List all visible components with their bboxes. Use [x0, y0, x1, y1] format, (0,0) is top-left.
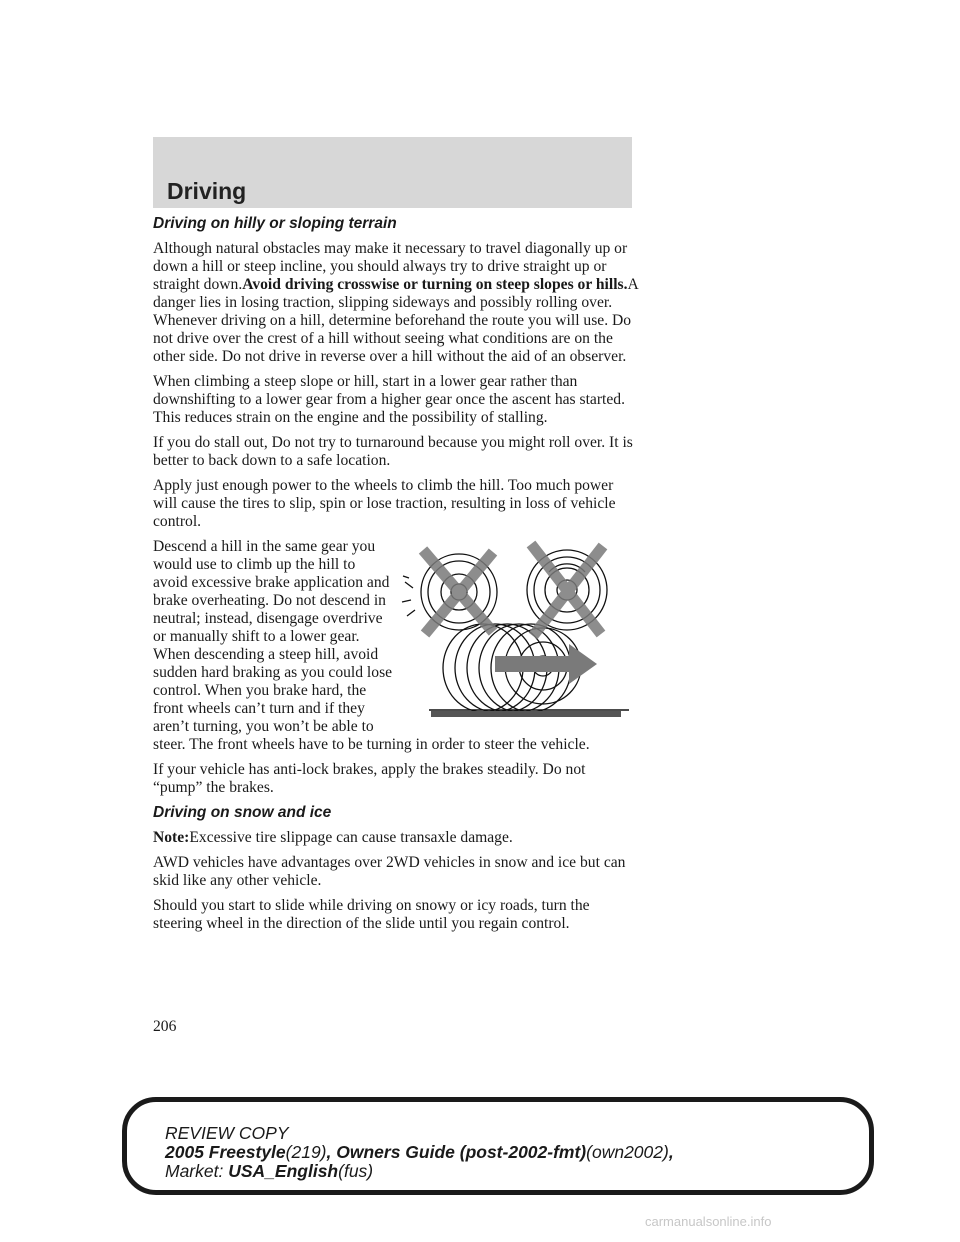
page-number: 206: [153, 1018, 177, 1035]
paragraph-awd: AWD vehicles have advantages over 2WD vehicles in snow and ice but can skid like any other vehicle.: [153, 854, 626, 889]
footer-model: 2005 Freestyle: [165, 1142, 286, 1162]
paragraph-text: Although natural obstacles may make it necessary to travel diagonally up or down a hill or steep incline, you should always try to drive straight up or straight down.: [153, 240, 628, 293]
footer-model-line: [165, 1143, 674, 1162]
ground: [431, 711, 621, 717]
warning-bold-text: Avoid driving crosswise or turning on steep slopes or hills.: [242, 276, 628, 293]
paragraph-slide: Should you start to slide while driving on snowy or icy roads, turn the steering wheel in the direction of the slide until you regain control.: [153, 897, 590, 932]
paragraph-anti-lock: If your vehicle has anti-lock brakes, apply the brakes steadily. Do not “pump” the brakes.: [153, 761, 586, 796]
subhead-hilly-terrain: Driving on hilly or sloping terrain: [153, 215, 397, 232]
section-title: Driving: [167, 178, 247, 204]
footer-model-code: (219): [285, 1142, 327, 1162]
paragraph-note: [153, 829, 638, 847]
footer-market-line: [165, 1162, 674, 1181]
note-text: Excessive tire slippage can cause transaxle damage.: [189, 829, 513, 846]
footer-text: [165, 1124, 674, 1181]
footer-guide: , Owners Guide (post-2002-fmt): [326, 1142, 587, 1162]
footer-market-label: Market:: [165, 1161, 224, 1181]
footer-comma: ,: [668, 1142, 674, 1162]
paragraph-power: Apply just enough power to the wheels to climb the hill. Too much power will cause the tires to slip, spin or lose traction, resulting in loss of vehicle control.: [153, 477, 616, 530]
footer-market: USA_English: [228, 1161, 339, 1181]
paragraph-text: A danger lies in losing traction, slipping sideways and possibly rolling over. Whenever driving on a hill, determine beforehand the route you will use. Do not drive over the crest of a hill without seeing what conditions are on the other side. Do not drive in reverse over a hill without the aid of an observer.: [153, 276, 638, 365]
note-label: Note:: [153, 829, 190, 846]
footer-review-copy: REVIEW COPY: [165, 1123, 289, 1143]
wheel-slip-illustration: [401, 540, 638, 726]
footer-guide-code: (own2002): [586, 1142, 669, 1162]
paragraph-climbing: When climbing a steep slope or hill, start in a lower gear rather than downshifting to a lower gear from a higher gear once the ascent has started. This reduces strain on the engine and the possibility of stalling.: [153, 373, 625, 426]
paragraph-stall: If you do stall out, Do not try to turnaround because you might roll over. It is better to back down to a safe location.: [153, 434, 633, 469]
paragraph-descend: Descend a hill in the same gear you would use to climb up the hill to avoid excessive brake application and brake overheating. Do not descend in neutral; instead, disengage overdrive or manually shift to a lower gear. When descending a steep hill, avoid sudden hard braking as you could lose control. When you brake hard, the front wheels can’t turn and if they aren’t turning, you won’t be able to steer. The front wheels have to be turning in order to steer the vehicle.: [153, 538, 590, 753]
footer-market-code: (fus): [338, 1161, 374, 1181]
paragraph-diagonal-travel: [153, 240, 638, 366]
watermark: carmanualsonline.info: [645, 1214, 772, 1229]
page-content: [153, 215, 638, 940]
subhead-snow-ice: Driving on snow and ice: [153, 804, 332, 821]
